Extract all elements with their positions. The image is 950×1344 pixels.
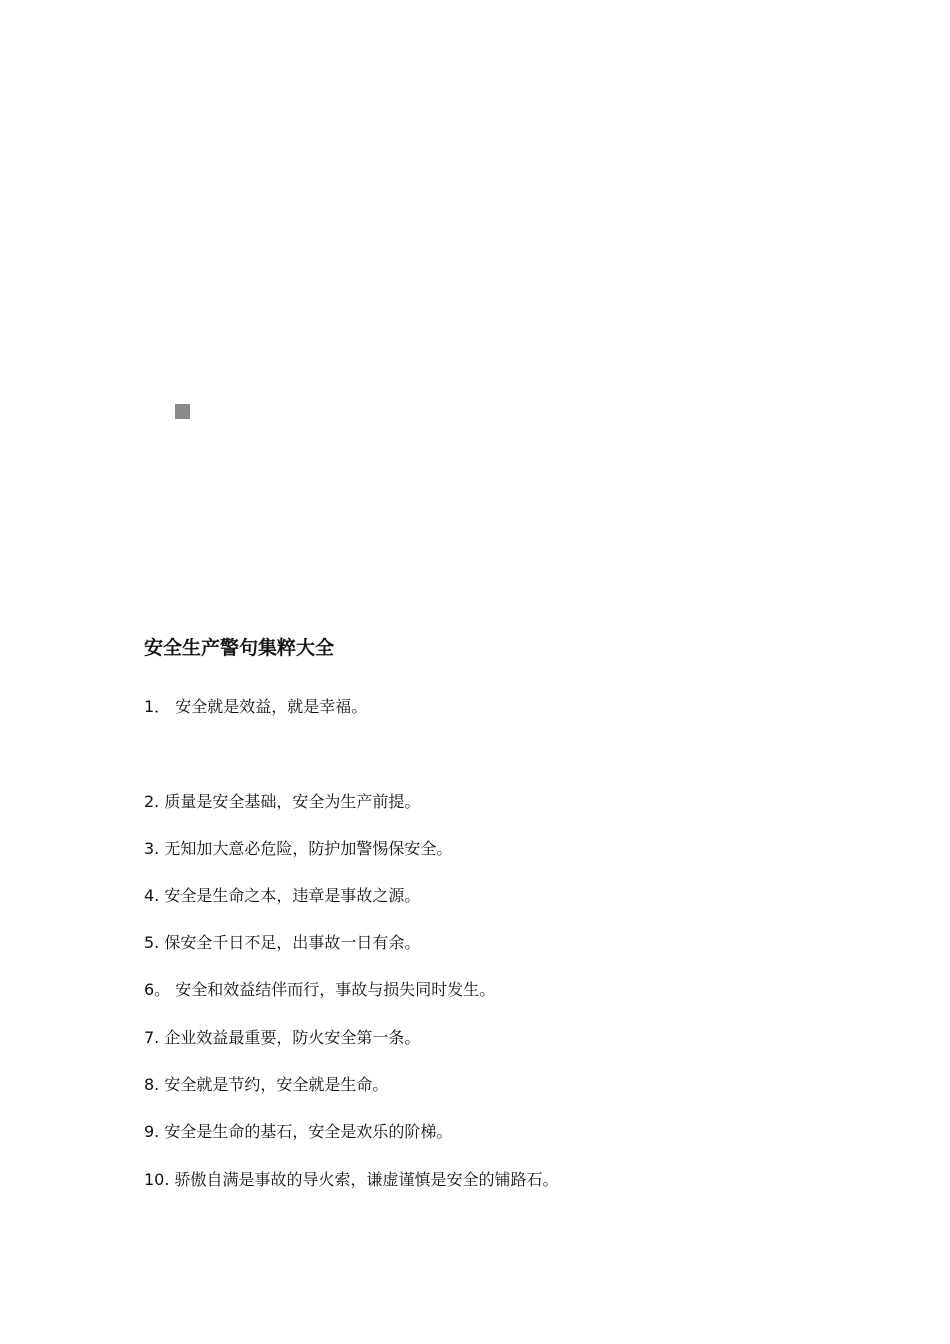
list-item: 7. 企业效益最重要，防火安全第一条。 [144, 1028, 421, 1047]
document-title: 安全生产警句集粹大全 [144, 637, 335, 659]
list-item: 1． 安全就是效益，就是幸福。 [144, 697, 368, 716]
list-item: 5. 保安全千日不足，出事故一日有余。 [144, 933, 421, 952]
list-item: 10. 骄傲自满是事故的导火索，谦虚谨慎是安全的铺路石。 [144, 1170, 559, 1189]
list-item: 8. 安全就是节约，安全就是生命。 [144, 1075, 389, 1094]
list-item: 6。 安全和效益结伴而行，事故与损失同时发生。 [144, 980, 496, 999]
list-item: 3. 无知加大意必危险，防护加警惕保安全。 [144, 839, 453, 858]
list-item: 2. 质量是安全基础，安全为生产前提。 [144, 792, 421, 811]
list-item: 9. 安全是生命的基石，安全是欢乐的阶梯。 [144, 1122, 453, 1141]
list-item: 4. 安全是生命之本，违章是事故之源。 [144, 886, 421, 905]
square-bullet-icon [175, 404, 190, 419]
